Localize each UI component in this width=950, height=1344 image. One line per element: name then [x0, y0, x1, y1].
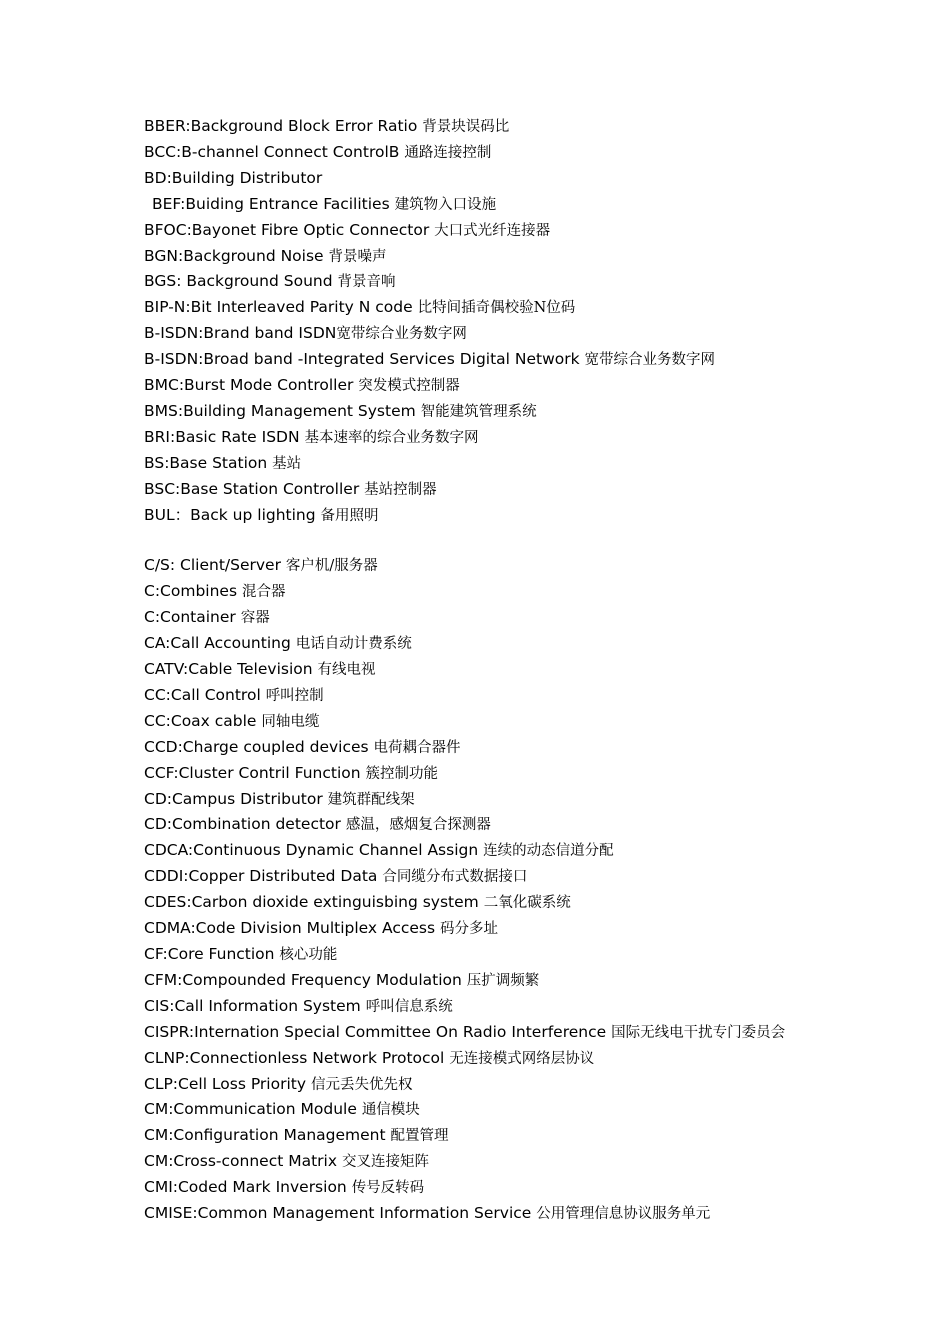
glossary-entry	[144, 683, 814, 709]
entry-translation: 基本速率的综合业务数字网	[304, 429, 479, 446]
glossary-entry	[144, 864, 814, 890]
glossary-entry	[144, 709, 814, 735]
entry-term: B-ISDN:Broad band -Integrated Services Digital Network	[144, 350, 585, 369]
entry-term: CFM:Compounded Frequency Modulation	[144, 970, 467, 989]
entry-translation: 公用管理信息协议服务单元	[536, 1206, 711, 1223]
entry-translation: 基站控制器	[364, 481, 437, 498]
glossary-content	[144, 114, 814, 1227]
glossary-entry	[144, 890, 814, 916]
glossary-entry	[144, 373, 814, 399]
glossary-entry	[144, 503, 814, 529]
glossary-entry	[144, 1072, 814, 1098]
section-spacer	[144, 529, 814, 554]
entry-translation: 建筑物入口设施	[394, 196, 497, 213]
entry-translation: 同轴电缆	[261, 713, 320, 730]
entry-term: BMS:Building Management System	[144, 401, 421, 420]
entry-term: CC:Coax cable	[144, 711, 262, 730]
entry-translation: 混合器	[241, 584, 286, 601]
entry-term: CD:Campus Distributor	[144, 789, 328, 808]
entry-translation: 基站	[272, 455, 302, 472]
glossary-entry	[144, 579, 814, 605]
glossary-entry	[144, 553, 814, 579]
glossary-entry	[144, 994, 814, 1020]
glossary-entry	[144, 1201, 814, 1227]
entry-term: CC:Call Control	[144, 685, 266, 704]
entry-term: CM:Cross-connect Matrix	[144, 1152, 342, 1171]
entry-translation: 二氧化碳系统	[483, 895, 571, 912]
glossary-entry	[144, 477, 814, 503]
entry-translation: 备用照明	[320, 507, 379, 524]
entry-translation: 配置管理	[390, 1128, 449, 1145]
entry-term: CATV:Cable Television	[144, 660, 318, 679]
glossary-entry	[144, 399, 814, 425]
entry-translation: 传号反转码	[351, 1180, 425, 1197]
entry-term: CIS:Call Information System	[144, 996, 366, 1015]
glossary-entry	[144, 269, 814, 295]
entry-term: CCD:Charge coupled devices	[144, 737, 374, 756]
entry-term: BIP-N:Bit Interleaved Parity N code	[144, 298, 418, 317]
entry-term: BMC:Burst Mode Controller	[144, 376, 359, 395]
entry-term: BFOC:Bayonet Fibre Optic Connector	[144, 220, 435, 239]
glossary-entry	[144, 1020, 814, 1046]
glossary-entry	[144, 812, 814, 838]
entry-translation: 比特间插奇偶校验N位码	[417, 300, 576, 317]
glossary-entry	[144, 166, 814, 192]
entry-term: CLNP:Connectionless Network Protocol	[144, 1048, 450, 1067]
entry-translation: 合同缆分布式数据接口	[382, 869, 528, 886]
entry-term: CLP:Cell Loss Priority	[144, 1074, 311, 1093]
glossary-entry	[144, 968, 814, 994]
entry-term: BUL：Back up lighting	[144, 505, 321, 524]
glossary-entry	[144, 1123, 814, 1149]
glossary-entry	[144, 1046, 814, 1072]
glossary-entry	[144, 425, 814, 451]
entry-term: BSC:Base Station Controller	[144, 479, 365, 498]
glossary-entry	[144, 321, 814, 347]
entry-translation: 通路连接控制	[404, 144, 492, 161]
entry-term: CF:Core Function	[144, 944, 280, 963]
entry-translation: 建筑群配线架	[327, 791, 415, 808]
glossary-entry	[144, 244, 814, 270]
glossary-entry	[144, 1149, 814, 1175]
entry-translation: 压扩调频繁	[466, 972, 540, 989]
entry-translation: 电荷耦合器件	[373, 739, 461, 756]
entry-term: CDCA:Continuous Dynamic Channel Assign	[144, 841, 484, 860]
glossary-entry	[144, 657, 814, 683]
entry-translation: 信元丢失优先权	[310, 1076, 413, 1093]
entry-term: BGS: Background Sound	[144, 272, 338, 291]
entry-term: CDMA:Code Division Multiplex Access	[144, 919, 441, 938]
entry-term: CCF:Cluster Contril Function	[144, 763, 366, 782]
entry-term: CMISE:Common Management Information Service	[144, 1204, 537, 1223]
entry-translation: 背景块误码比	[422, 119, 510, 135]
entry-translation: 通信模块	[361, 1102, 420, 1119]
entry-term: B-ISDN:Brand band ISDN	[144, 324, 337, 343]
entry-term: C:Container	[144, 608, 241, 627]
entry-term: CDES:Carbon dioxide extinguisbing system	[144, 893, 484, 912]
entry-translation: 呼叫信息系统	[365, 998, 453, 1015]
glossary-entry	[144, 114, 814, 140]
entry-term: CMI:Coded Mark Inversion	[144, 1178, 352, 1197]
entry-term: CM:Configuration Management	[144, 1126, 391, 1145]
entry-translation: 大口式光纤连接器	[434, 222, 551, 239]
entry-translation: 客户机/服务器	[285, 558, 378, 575]
glossary-entry	[144, 631, 814, 657]
entry-term: BD:Building Distributor	[144, 168, 323, 187]
entry-translation: 交叉连接矩阵	[341, 1154, 429, 1171]
glossary-entry	[144, 451, 814, 477]
glossary-entry	[144, 218, 814, 244]
glossary-entry	[144, 140, 814, 166]
glossary-entry	[144, 1175, 814, 1201]
entry-term: CDDI:Copper Distributed Data	[144, 867, 383, 886]
entry-translation: 呼叫控制	[265, 687, 324, 704]
entry-term: CA:Call Accounting	[144, 634, 296, 653]
entry-translation: 背景噪声	[328, 248, 387, 265]
entry-term: CM:Communication Module	[144, 1100, 362, 1119]
glossary-entry	[144, 192, 814, 218]
glossary-entry	[144, 787, 814, 813]
entry-translation: 智能建筑管理系统	[420, 403, 537, 420]
entry-term: BCC:B-channel Connect ControlB	[144, 142, 405, 161]
entry-translation: 国际无线电干扰专门委员会	[611, 1024, 786, 1041]
entry-translation: 背景音响	[337, 274, 396, 291]
glossary-entry	[144, 761, 814, 787]
entry-translation: 感温，感烟复合探测器	[345, 817, 491, 834]
entry-term: C:Combines	[144, 582, 242, 601]
entry-translation: 突发模式控制器	[358, 378, 460, 395]
entry-translation: 无连接模式网络层协议	[449, 1050, 595, 1067]
entry-translation: 码分多址	[440, 921, 499, 938]
entry-term: BS:Base Station	[144, 453, 273, 472]
entry-translation: 宽带综合业务数字网	[584, 352, 716, 369]
glossary-entry	[144, 942, 814, 968]
entry-term: BBER:Background Block Error Ratio	[144, 117, 423, 135]
entry-term: CISPR:Internation Special Committee On Radio Interference	[144, 1022, 612, 1041]
entry-translation: 核心功能	[279, 946, 338, 963]
entry-translation: 连续的动态信道分配	[483, 843, 614, 860]
entry-term: BRI:Basic Rate ISDN	[144, 427, 305, 446]
entry-term: CD:Combination detector	[144, 815, 346, 834]
glossary-entry	[144, 838, 814, 864]
entry-translation: 有线电视	[317, 662, 376, 679]
entry-term: BEF:Buiding Entrance Facilities	[152, 194, 395, 213]
glossary-entry	[144, 347, 814, 373]
entry-term: C/S: Client/Server	[144, 556, 286, 575]
glossary-entry	[144, 916, 814, 942]
glossary-entry	[144, 295, 814, 321]
glossary-entry	[144, 1097, 814, 1123]
glossary-entry	[144, 605, 814, 631]
entry-translation: 电话自动计费系统	[295, 636, 412, 653]
glossary-entry	[144, 735, 814, 761]
entry-translation: 宽带综合业务数字网	[336, 326, 467, 343]
entry-term: BGN:Background Noise	[144, 246, 329, 265]
entry-translation: 容器	[240, 610, 270, 627]
entry-translation: 簇控制功能	[365, 765, 438, 782]
